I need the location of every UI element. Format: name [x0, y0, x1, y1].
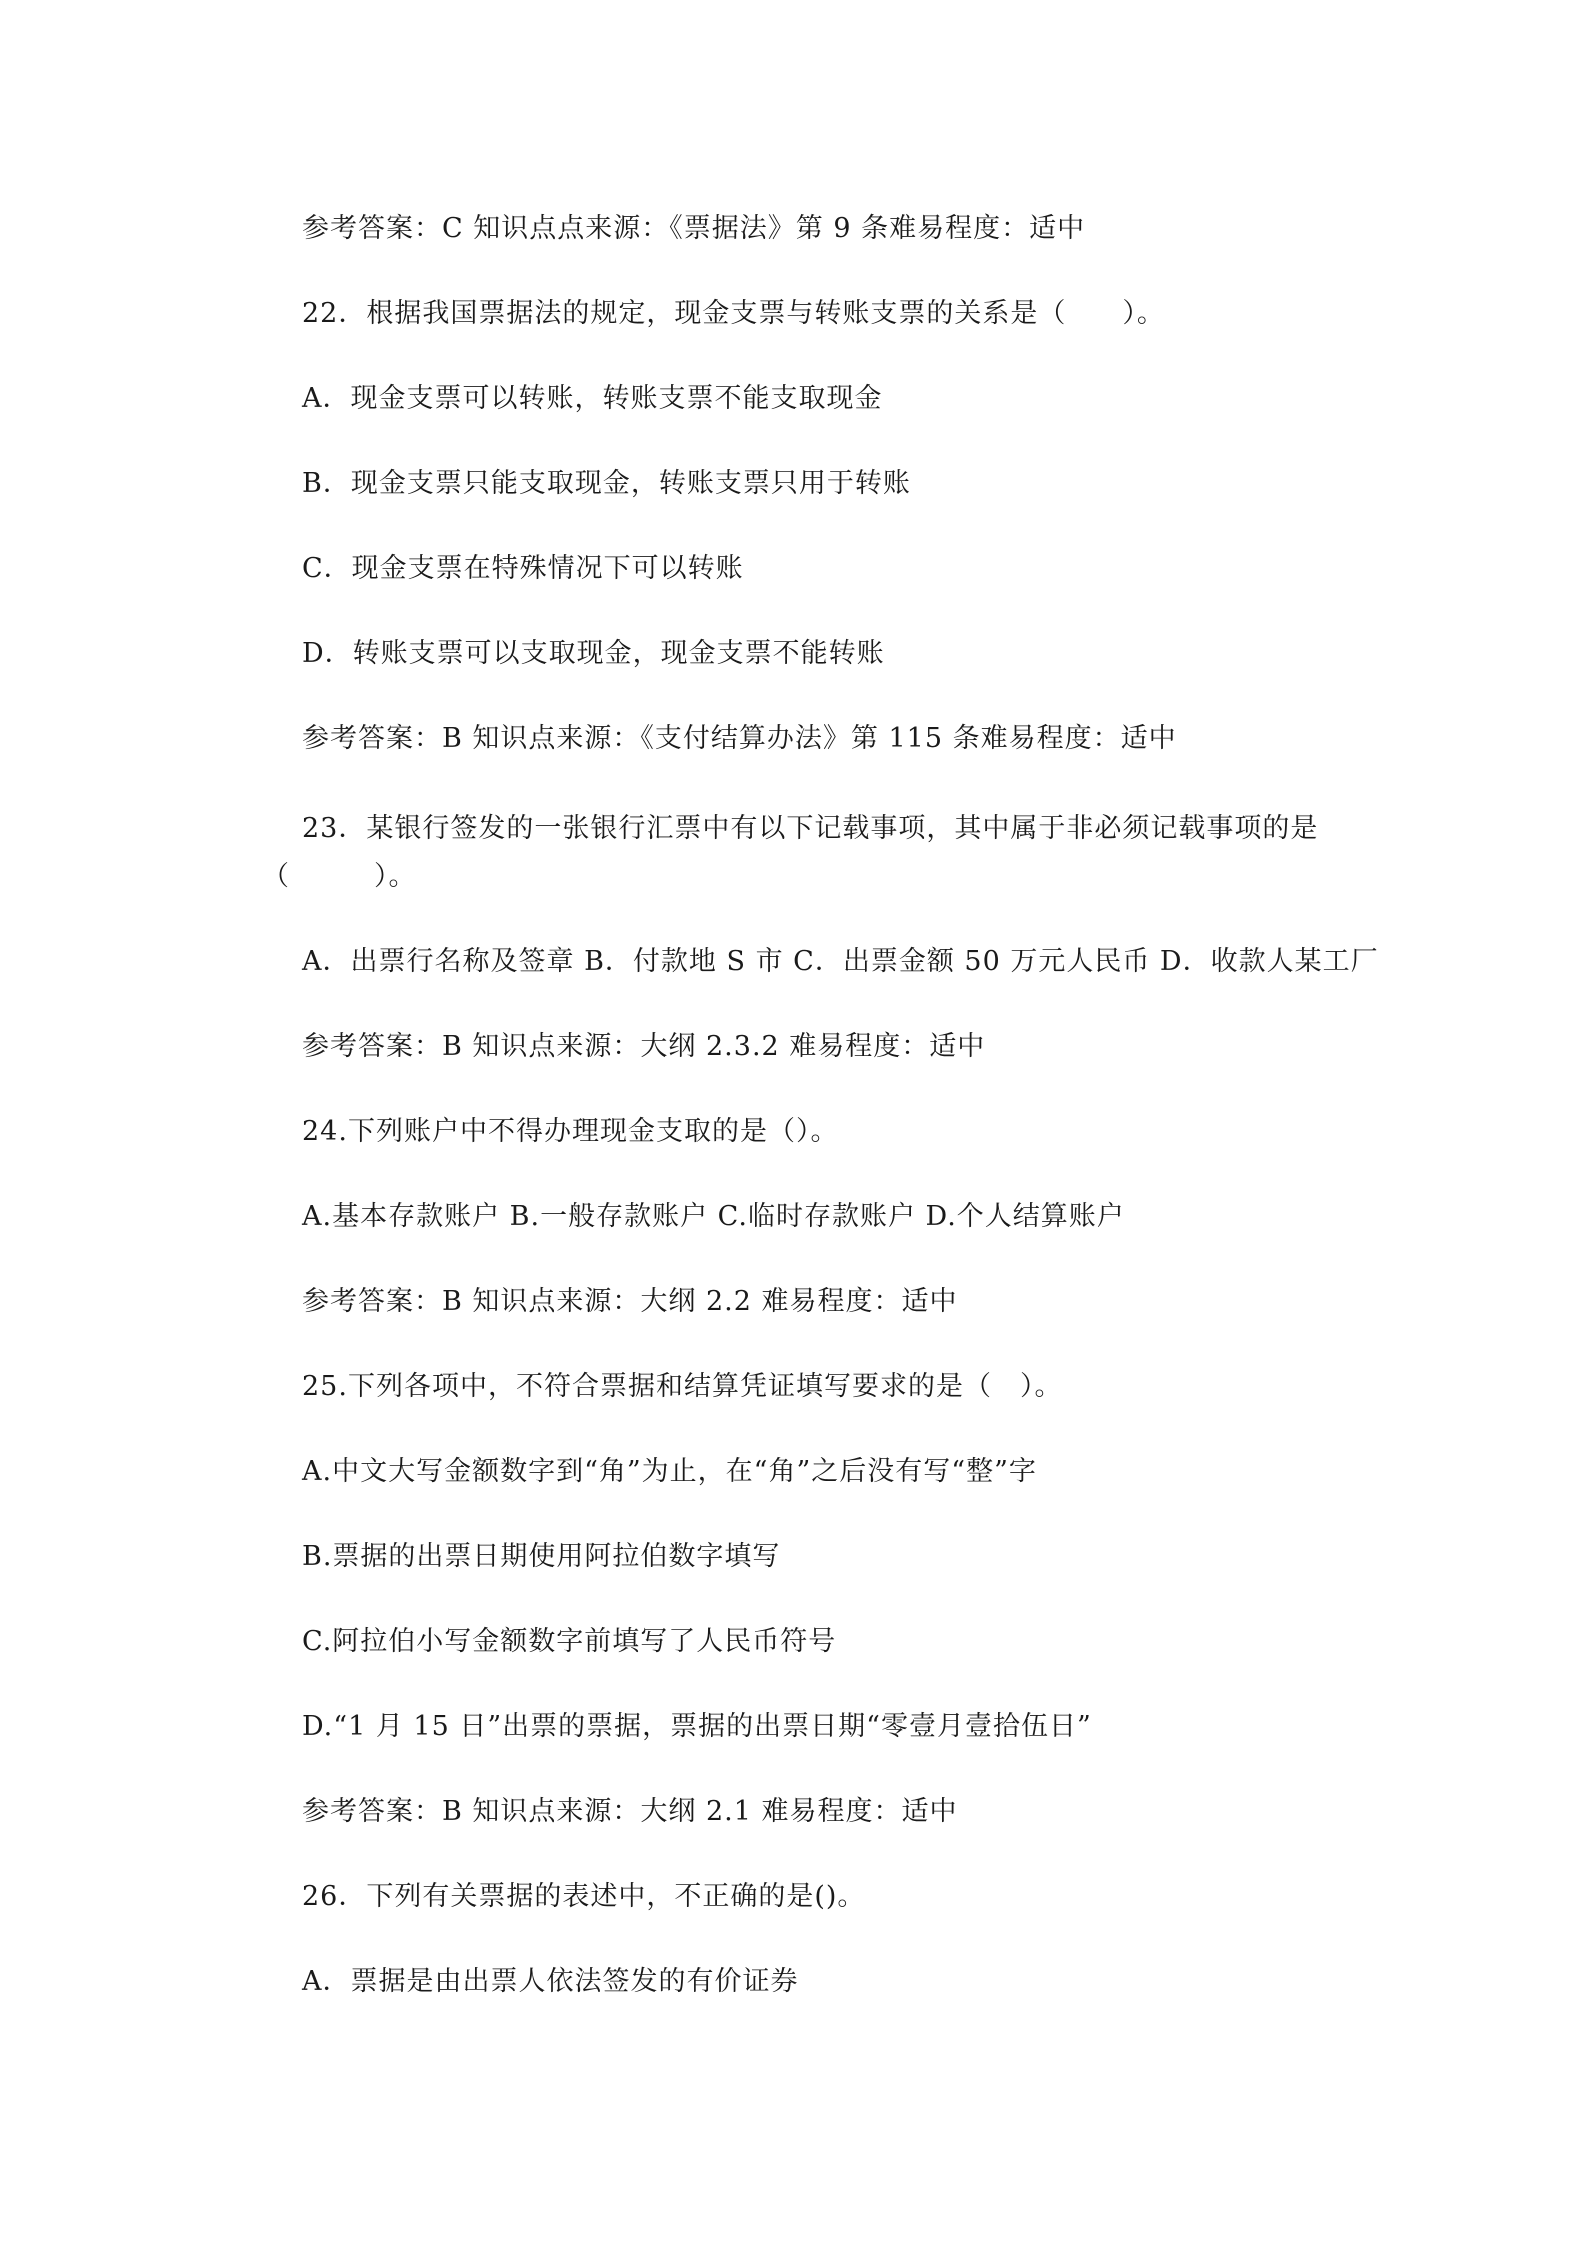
answer-line-22: 参考答案：B 知识点来源：《支付结算办法》第 115 条难易程度：适中: [302, 723, 1177, 754]
question-23: 23．某银行签发的一张银行汇票中有以下记载事项，其中属于非必须记载事项的是: [302, 813, 1319, 844]
options-24: A.基本存款账户 B.一般存款账户 C.临时存款账户 D.个人结算账户: [302, 1201, 1125, 1232]
answer-line-24: 参考答案：B 知识点来源：大纲 2.2 难易程度：适中: [302, 1286, 958, 1317]
question-24: 24.下列账户中不得办理现金支取的是（）。: [302, 1116, 839, 1147]
option-25-a: A.中文大写金额数字到“角”为止，在“角”之后没有写“整”字: [302, 1456, 1037, 1487]
question-26: 26．下列有关票据的表述中，不正确的是()。: [302, 1881, 866, 1912]
option-22-c: C．现金支票在特殊情况下可以转账: [302, 553, 744, 584]
option-22-a: A．现金支票可以转账，转账支票不能支取现金: [302, 383, 883, 414]
options-23: A．出票行名称及签章 B．付款地 S 市 C．出票金额 50 万元人民币 D．收款人某工厂: [302, 946, 1379, 977]
answer-line-21: 参考答案：C 知识点点来源：《票据法》第 9 条难易程度：适中: [302, 213, 1086, 244]
answer-line-23: 参考答案：B 知识点来源：大纲 2.3.2 难易程度：适中: [302, 1031, 986, 1062]
option-25-d: D.“1 月 15 日”出票的票据，票据的出票日期“零壹月壹拾伍日”: [302, 1711, 1092, 1742]
question-22: 22．根据我国票据法的规定，现金支票与转账支票的关系是（ ）。: [302, 298, 1165, 329]
question-25: 25.下列各项中，不符合票据和结算凭证填写要求的是（ ）。: [302, 1371, 1063, 1402]
option-22-b: B．现金支票只能支取现金，转账支票只用于转账: [302, 468, 911, 499]
answer-line-25: 参考答案：B 知识点来源：大纲 2.1 难易程度：适中: [302, 1796, 958, 1827]
option-25-b: B.票据的出票日期使用阿拉伯数字填写: [302, 1541, 781, 1572]
option-22-d: D．转账支票可以支取现金，现金支票不能转账: [302, 638, 885, 669]
option-26-a: A．票据是由出票人依法签发的有价证券: [302, 1966, 799, 1997]
question-23-continued: （ ）。: [262, 861, 417, 892]
option-25-c: C.阿拉伯小写金额数字前填写了人民币符号: [302, 1626, 837, 1657]
